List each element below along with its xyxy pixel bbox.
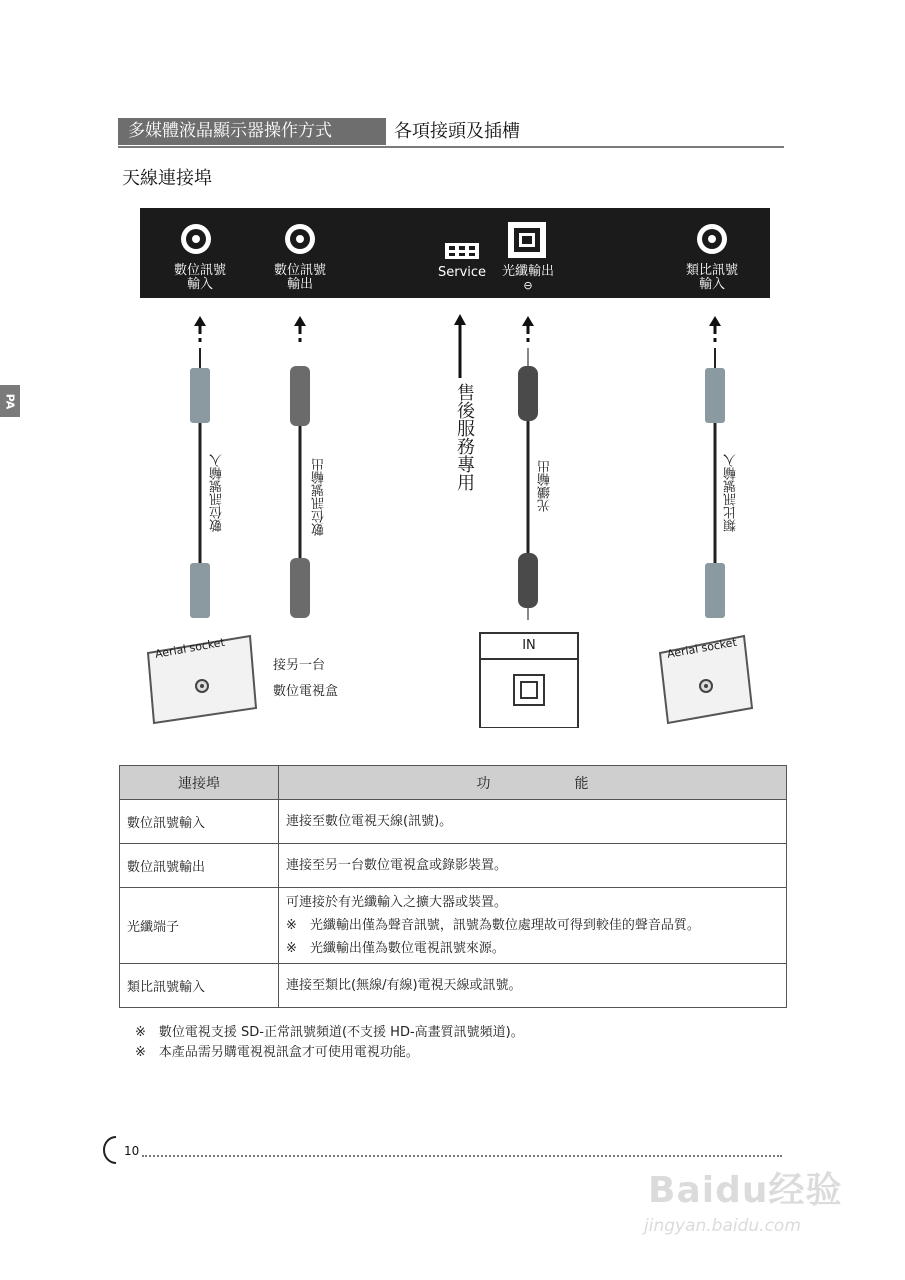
- arrow-icon: [454, 314, 466, 378]
- footnotes: [135, 1023, 524, 1063]
- section-title: 天線連接埠: [122, 168, 212, 189]
- function-line: 連接至另一台數位電視盒或錄影裝置。: [286, 858, 508, 873]
- table-header-function: 功 能: [279, 766, 787, 800]
- watermark-url: jingyan.baidu.com: [644, 1216, 801, 1236]
- function-line: 可連接於有光纖輸入之擴大器或裝置。: [286, 895, 508, 910]
- ports-table: [119, 765, 787, 1008]
- baidu-watermark: [640, 1140, 860, 1250]
- optical-symbol-icon: ⊖: [523, 279, 533, 292]
- cable-label-digital-in: 數位訊號輸入: [210, 454, 225, 532]
- port-label-digital-out: [260, 264, 340, 292]
- port-label-line: 輸出: [286, 277, 313, 292]
- table-cell-port: 光纖端子: [120, 888, 279, 964]
- page-number: 10: [124, 1144, 140, 1158]
- port-label-line: 數位訊號: [173, 263, 226, 278]
- other-box-caption: [273, 653, 338, 705]
- arrow-icon: [709, 316, 721, 342]
- table-row: [120, 964, 787, 1008]
- arrow-icon: [522, 316, 534, 342]
- coax-jack-icon: [285, 224, 315, 254]
- footnote: ※ 數位電視支援 SD-正常訊號頻道(不支援 HD-高畫質訊號頻道)。: [135, 1025, 524, 1040]
- port-label-optical-out: [488, 265, 568, 293]
- port-label-analog-in: [672, 264, 752, 292]
- footer-bracket-icon: [102, 1135, 120, 1165]
- optical-port-icon: [508, 222, 546, 258]
- table-row: [120, 888, 787, 964]
- table-row: [120, 844, 787, 888]
- port-label-digital-in: [160, 264, 240, 292]
- arrow-icon: [294, 316, 306, 342]
- coax-cable-icon: [705, 348, 725, 618]
- service-port-label: Service: [438, 265, 487, 280]
- coax-jack-icon: [697, 224, 727, 254]
- f-connector-cable-icon: [290, 366, 310, 618]
- aerial-socket-label: Aerial socket: [666, 635, 738, 661]
- cable-label-digital-out: 數位訊號輸出: [312, 458, 327, 536]
- port-label-line: 輸入: [698, 277, 725, 292]
- table-cell-port: 類比訊號輸入: [120, 964, 279, 1008]
- table-cell-function: [279, 888, 787, 964]
- table-cell-function: [279, 844, 787, 888]
- table-cell-function: [279, 964, 787, 1008]
- footnote: ※ 本產品需另購電視視訊盒才可使用電視功能。: [135, 1045, 419, 1060]
- in-label: IN: [522, 638, 536, 653]
- other-box-line: 數位電視盒: [273, 684, 339, 699]
- function-line: ※ 光纖輸出僅為數位電視訊號來源。: [286, 941, 505, 956]
- port-label-line: 類比訊號: [685, 263, 738, 278]
- port-label-line: 數位訊號: [273, 263, 326, 278]
- port-label-line: 輸入: [186, 277, 213, 292]
- arrow-icon: [194, 316, 206, 342]
- service-only-label: 售後服務專用: [454, 383, 475, 491]
- header-section-title: 各項接頭及插槽: [394, 121, 520, 142]
- table-header-row: [120, 766, 787, 800]
- section-side-tab: [0, 385, 20, 417]
- service-port-icon: [445, 243, 479, 259]
- cable-label-analog-in: 類比訊號輸入: [724, 454, 739, 532]
- table-header-port: 連接埠: [120, 766, 279, 800]
- table-cell-port: 數位訊號輸入: [120, 800, 279, 844]
- page-header: [118, 116, 784, 148]
- header-chapter-title: 多媒體液晶顯示器操作方式: [118, 118, 386, 145]
- port-label-line: 光纖輸出: [501, 264, 554, 279]
- coax-cable-icon: [190, 348, 210, 618]
- side-tab-label: PA: [3, 393, 17, 409]
- function-line: ※ 光纖輸出僅為聲音訊號，訊號為數位處理故可得到較佳的聲音品質。: [286, 918, 700, 933]
- other-box-line: 接另一台: [273, 658, 326, 673]
- table-row: [120, 800, 787, 844]
- watermark-logo-text: Baidu经验: [648, 1170, 843, 1211]
- optical-cable-icon: [518, 348, 538, 620]
- table-cell-port: 數位訊號輸出: [120, 844, 279, 888]
- connection-diagram: [140, 208, 770, 728]
- table-cell-function: [279, 800, 787, 844]
- function-line: 連接至類比(無線/有線)電視天線或訊號。: [286, 978, 522, 993]
- aerial-socket-label: Aerial socket: [154, 635, 226, 661]
- coax-jack-icon: [181, 224, 211, 254]
- function-line: 連接至數位電視天線(訊號)。: [286, 814, 453, 829]
- cable-label-optical-out: 光纖輸出: [538, 460, 553, 512]
